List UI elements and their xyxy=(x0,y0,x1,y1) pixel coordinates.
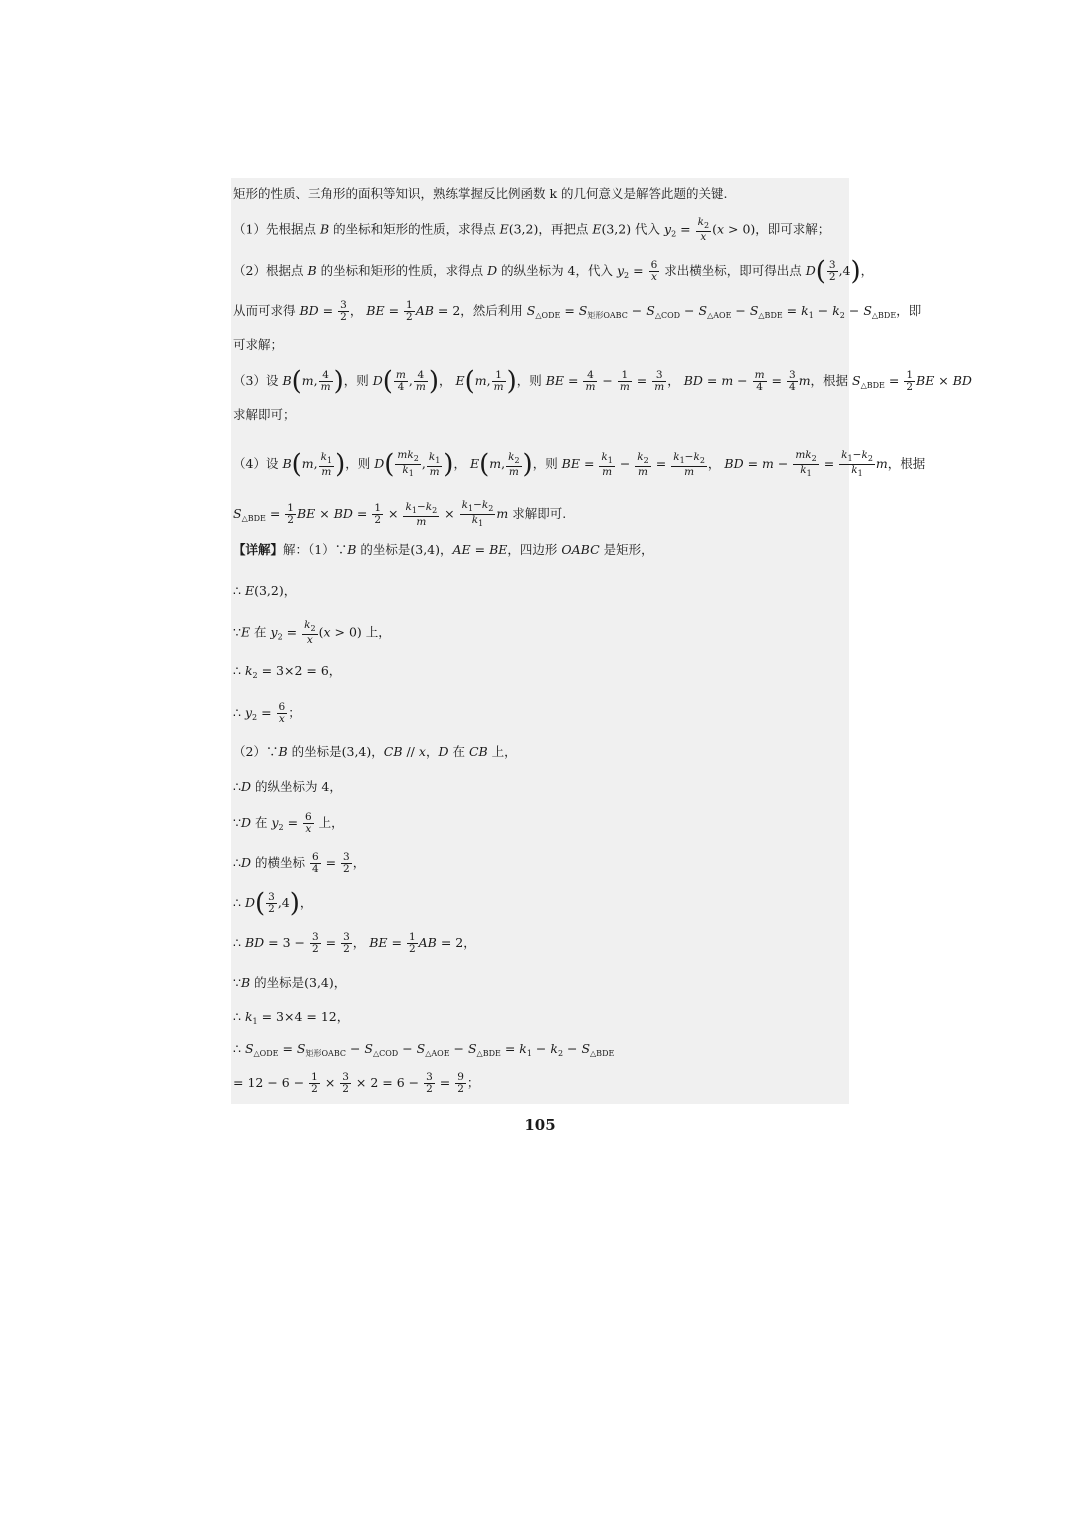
text-line-18: ∴D 的横坐标 $\frac{6}{4}$ = $\frac{3}{2}$ ， xyxy=(233,851,366,875)
text-line-20: ∴ BD = 3 − $\frac{3}{2}$ = $\frac{3}{2}$ ， BE = $\frac{1}{2}$ AB = 2， xyxy=(233,931,476,955)
text-line-12: ∵E 在 $y_2$ = $\frac{k_2}{x}$ (x > 0) 上， xyxy=(233,619,391,646)
text-line-9: $S_{\triangle BDE}$ = $\frac{1}{2}$ BE × BD = $\frac{1}{2}$ × $\frac{k_1-k_2}{m}$ × $\frac{k_1-k_2}{k_1}$ m 求解即可. xyxy=(233,499,567,528)
text-line-2: （1）先根据点 B 的坐标和矩形的性质，求得点 E(3,2)，再把点 E(3,2) 代入 $y_2$ = $\frac{k_2}{x}$ (x > 0)，即可求解； xyxy=(233,216,831,243)
page-number: 105 xyxy=(524,1116,556,1134)
text-line-3: （2）根据点 B 的坐标和矩形的性质，求得点 D 的纵坐标为 4，代入 $y_2$ = $\frac{6}{x}$ 求出横坐标，即可得出点 D( $\frac{3}{2}$ ,4)， xyxy=(233,256,874,287)
text-line-11: ∴ E(3,2)， xyxy=(233,583,297,598)
text-line-5: 可求解； xyxy=(233,337,284,352)
text-line-1: 矩形的性质、三角形的面积等知识，熟练掌握反比例函数 k 的几何意义是解答此题的关键. xyxy=(233,186,728,201)
text-line-15: （2）∵B 的坐标是(3,4)，CB // x，D 在 CB 上， xyxy=(233,744,517,759)
text-line-10: 【详解】解：（1）∵B 的坐标是(3,4)，AE = BE，四边形 OABC 是矩形， xyxy=(233,542,654,557)
text-line-7: 求解即可； xyxy=(233,407,296,422)
text-line-4: 从而可求得 BD = $\frac{3}{2}$ ， BE = $\frac{1}{2}$ AB = 2，然后利用 $S_{\triangle ODE} = S_{矩形OABC} - S_{\triangle COD} - S_{\triangle AOE} - S_{\triangle BDE} = k_1 - k_2 - S_{\triangle BDE}$，即 xyxy=(233,299,922,323)
text-line-24: = 12 − 6 − $\frac{1}{2}$ × $\frac{3}{2}$ × 2 = 6 − $\frac{3}{2}$ = $\frac{9}{2}$ ； xyxy=(233,1071,480,1095)
text-line-16: ∴D 的纵坐标为 4， xyxy=(233,779,342,794)
text-line-8: （4）设 B(m, $\frac{k_1}{m}$ )，则 D( $\frac{mk_2}{k_1}$ , $\frac{k_1}{m}$ )， E(m, $\frac{k_2}{m}$ )，则 BE = $\frac{k_1}{m}$ − $\frac{k_2}{m}$ = $\frac{k_1-k_2}{m}$ ， BD = m − $\frac{mk_2}{k_1}$ = $\frac{k_1-k_2}{k_1}$ m，根据 xyxy=(233,449,926,480)
text-line-23: ∴ $S_{\triangle ODE} = S_{矩形OABC} - S_{\triangle COD} - S_{\triangle AOE} - S_{\triangle BDE} = k_1 - k_2 - S_{\triangle BDE}$ xyxy=(233,1041,615,1058)
text-line-21: ∵B 的坐标是(3,4)， xyxy=(233,975,347,990)
text-line-13: ∴ $k_2 = 3\times 2 = 6$， xyxy=(233,663,342,680)
text-line-14: ∴ $y_2$ = $\frac{6}{x}$ ； xyxy=(233,701,301,725)
text-line-6: （3）设 B(m, $\frac{4}{m}$ )，则 D( $\frac{m}{4}$ , $\frac{4}{m}$ )， E(m, $\frac{1}{m}$ )，则 BE = $\frac{4}{m}$ − $\frac{1}{m}$ = $\frac{3}{m}$ ， BD = m − $\frac{m}{4}$ = $\frac{3}{4}$ m，根据 $S_{\triangle BDE}$ = $\frac{1}{2}$ BE × BD xyxy=(233,366,972,397)
text-line-17: ∵D 在 $y_2$ = $\frac{6}{x}$ 上， xyxy=(233,811,344,835)
text-line-22: ∴ $k_1 = 3\times 4 = 12$， xyxy=(233,1009,350,1026)
text-line-19: ∴ D( $\frac{3}{2}$ ,4)， xyxy=(233,888,313,919)
